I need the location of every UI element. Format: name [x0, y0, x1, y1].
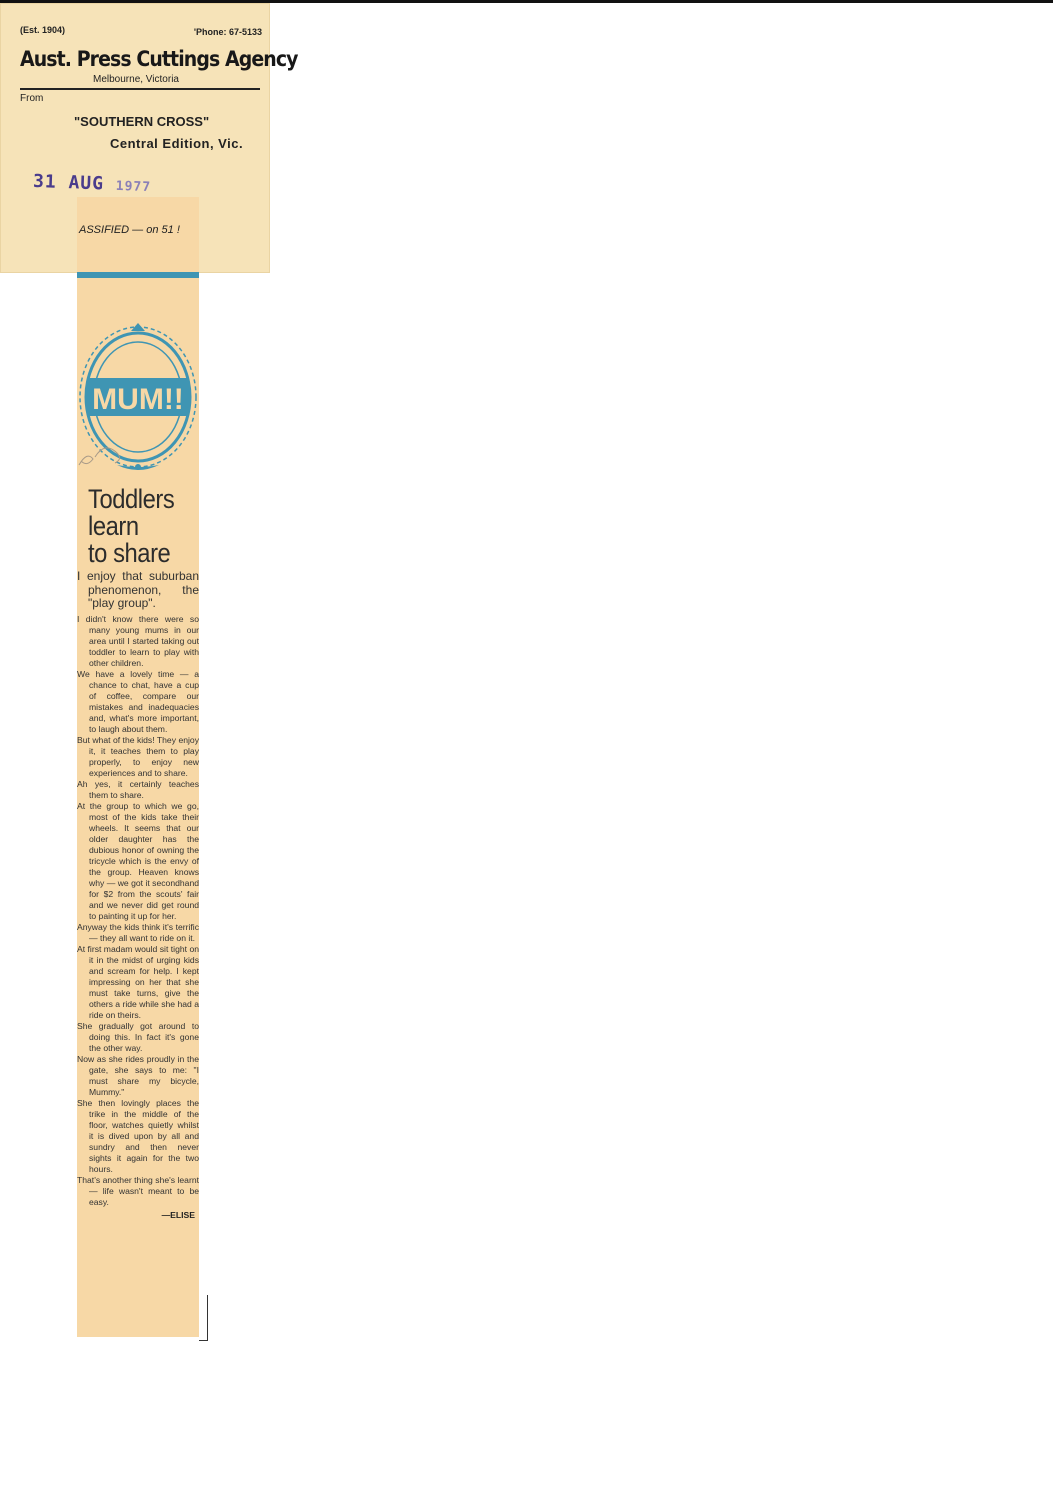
- author-signature: —ELISE: [161, 1209, 195, 1220]
- article-paragraph: She gradually got around to doing this. In fact it's gone the other way.: [77, 1020, 199, 1053]
- established-year: (Est. 1904): [20, 25, 66, 35]
- date-stamp: [33, 171, 152, 196]
- article-paragraph: Anyway the kids think it's terrific — they all want to ride on it.: [77, 921, 199, 943]
- clipping-edge-bracket: [199, 1295, 208, 1341]
- teal-divider-bar: [77, 272, 199, 278]
- agency-city: Melbourne, Victoria: [93, 74, 179, 85]
- headline-line-2: learn: [88, 511, 139, 541]
- article-paragraph: Ah yes, it certainly teaches them to share.: [77, 778, 199, 800]
- from-label: From: [20, 93, 44, 104]
- newspaper-name: "SOUTHERN CROSS": [74, 114, 210, 129]
- article-paragraph: That's another thing she's learnt — life wasn't meant to be easy.: [77, 1174, 199, 1207]
- date-stamp-day-month: 31 AUG: [32, 170, 105, 195]
- classified-strip-text: ASSIFIED — on 51 !: [79, 224, 180, 236]
- article-paragraph: She then lovingly places the trike in the middle of the floor, watches quietly whilst it is dived upon by all and sundry and then never sights it again for the two hours.: [77, 1097, 199, 1174]
- header-rule: [20, 88, 260, 90]
- article-paragraph: Now as she rides proudly in the gate, she says to me: "I must share my bicycle, Mummy.": [77, 1053, 199, 1097]
- article-lede: I enjoy that suburban phenomenon, the "play group".: [77, 569, 199, 610]
- article-headline: [88, 486, 185, 567]
- agency-name: Aust. Press Cuttings Agency: [20, 47, 298, 71]
- headline-line-1: Toddlers: [88, 484, 175, 514]
- pencil-mark: [77, 437, 137, 477]
- article-paragraph: I didn't know there were so many young mums in our area until I started taking out toddler to learn to play with other children.: [77, 613, 199, 668]
- article-paragraph: We have a lovely time — a chance to chat, have a cup of coffee, compare our mistakes and inadequacies and, what's more important, to laugh about them.: [77, 668, 199, 734]
- article-paragraph: But what of the kids! They enjoy it, it teaches them to play properly, to enjoy new experiences and to share.: [77, 734, 199, 778]
- date-stamp-year: 1977: [115, 178, 152, 196]
- headline-line-3: to share: [88, 538, 171, 568]
- agency-phone: 'Phone: 67-5133: [193, 27, 262, 37]
- mum-logo-text: MUM!!: [92, 383, 184, 416]
- article-body: [77, 570, 199, 1220]
- article-paragraph: At the group to which we go, most of the kids take their wheels. It seems that our older daughter has the dubious honor of owning the tricycle which is the envy of the group. Heaven knows why — we got it secondhand for $2 from the scouts' fair and we never did get round to painting it up for her.: [77, 800, 199, 921]
- newspaper-edition: Central Edition, Vic.: [110, 136, 244, 151]
- article-paragraph: At first madam would sit tight on it in the midst of urging kids and scream for help. I kept impressing on her that she must take turns, give the others a ride while she had a ride on theirs.: [77, 943, 199, 1020]
